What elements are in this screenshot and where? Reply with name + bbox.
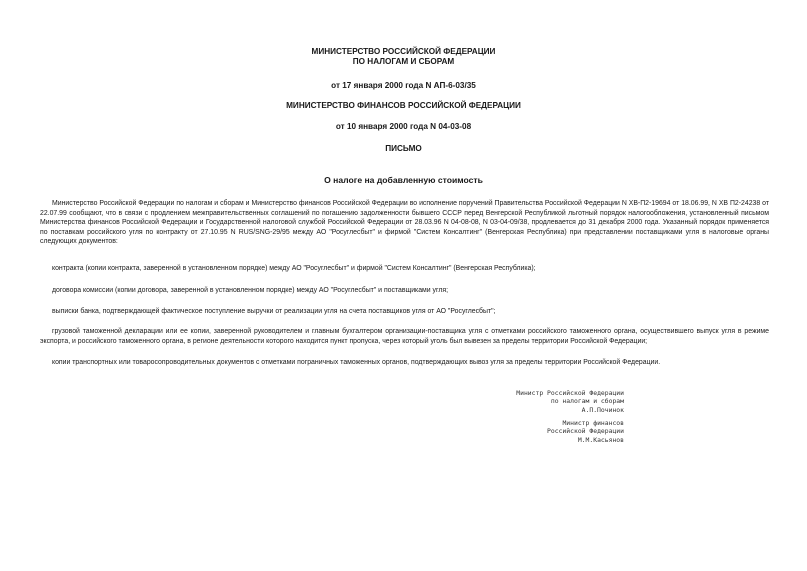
list-item-contract: контракта (копии контракта, заверенной в установленном порядке) между АО "Росуглесбыт" и фирмой "Систем Консалтинг" (Венгерская Республика); <box>52 265 536 272</box>
signature-finance-title2: Российской Федерации <box>547 427 624 436</box>
intro-paragraph: Министерство Российской Федерации по налогам и сборам и Министерство финансов Российской Федерации во исполнение поручений Правительства Российской Федерации N ХВ-П2-19694 от 18.06.99, N ХВ П2-24238 от 22.07.99 сообщают, что в связи с продлением межправительственных соглашений по погашению задолженности бывшего СССР перед Венгерской Республикой льготный порядок налогообложения, установленный письмом Министерства финансов Российской Федерации и Государственной налоговой службой Российской Федерации от 28.03.96 N 04-08-08, N 03-04-09/38, продлевается до 31 декабря 2000 года. Указанный порядок применяется по поставкам российского угля по контракту от 27.10.95 N RUS/SNG-29/95 между АО "Росуглесбыт" и фирмой "Систем Консалтинг" (Венгерская Республика) при представлении поставщиками угля в налоговые органы следующих документов: <box>40 200 769 245</box>
list-item-commission: договора комиссии (копии договора, заверенной в установленном порядке) между АО "Росуглесбыт" и поставщиками угля; <box>52 287 449 294</box>
document-subject: О налоге на добавленную стоимость <box>324 175 483 185</box>
document-type: ПИСЬМО <box>385 144 422 153</box>
list-item-customs-declaration: грузовой таможенной декларации или ее копии, заверенной руководителем и главным бухгалтером организации-поставщика угля с отметками российского таможенного органа, осуществившего выпуск угля в режиме экспорта, и российского таможенного органа, в регионе деятельности которого находится пункт пропуска, через который уголь был вывезен за пределы территории Российской Федерации; <box>40 328 769 345</box>
signature-tax-minister <box>516 389 624 414</box>
ministry-tax-title-line2: ПО НАЛОГАМ И СБОРАМ <box>352 57 455 66</box>
signature-tax-title2: по налогам и сборам <box>550 397 624 406</box>
signature-finance-minister <box>547 419 624 444</box>
tax-letter-date: от 17 января 2000 года N АП-6-03/35 <box>331 81 476 90</box>
ministry-tax-title-line1: МИНИСТЕРСТВО РОССИЙСКОЙ ФЕДЕРАЦИИ <box>311 47 496 56</box>
signature-tax-title1: Министр Российской Федерации <box>516 389 624 397</box>
ministry-finance-title: МИНИСТЕРСТВО ФИНАНСОВ РОССИЙСКОЙ ФЕДЕРАЦИИ <box>286 101 521 110</box>
list-item-bank-statement: выписки банка, подтверждающей фактическое поступление выручки от реализации угля на счета поставщиков угля от АО "Росуглесбыт"; <box>52 308 496 315</box>
finance-letter-date: от 10 января 2000 года N 04-03-08 <box>335 122 472 131</box>
signature-tax-name: А.П.Починок <box>581 405 624 414</box>
list-item-transport-docs: копии транспортных или товаросопроводительных документов с отметками пограничных таможенных органов, подтверждающих вывоз угля за пределы территории Российской Федерации. <box>52 359 661 366</box>
signature-finance-title1: Министр финансов <box>562 419 624 427</box>
signature-finance-name: М.М.Касьянов <box>577 435 624 444</box>
